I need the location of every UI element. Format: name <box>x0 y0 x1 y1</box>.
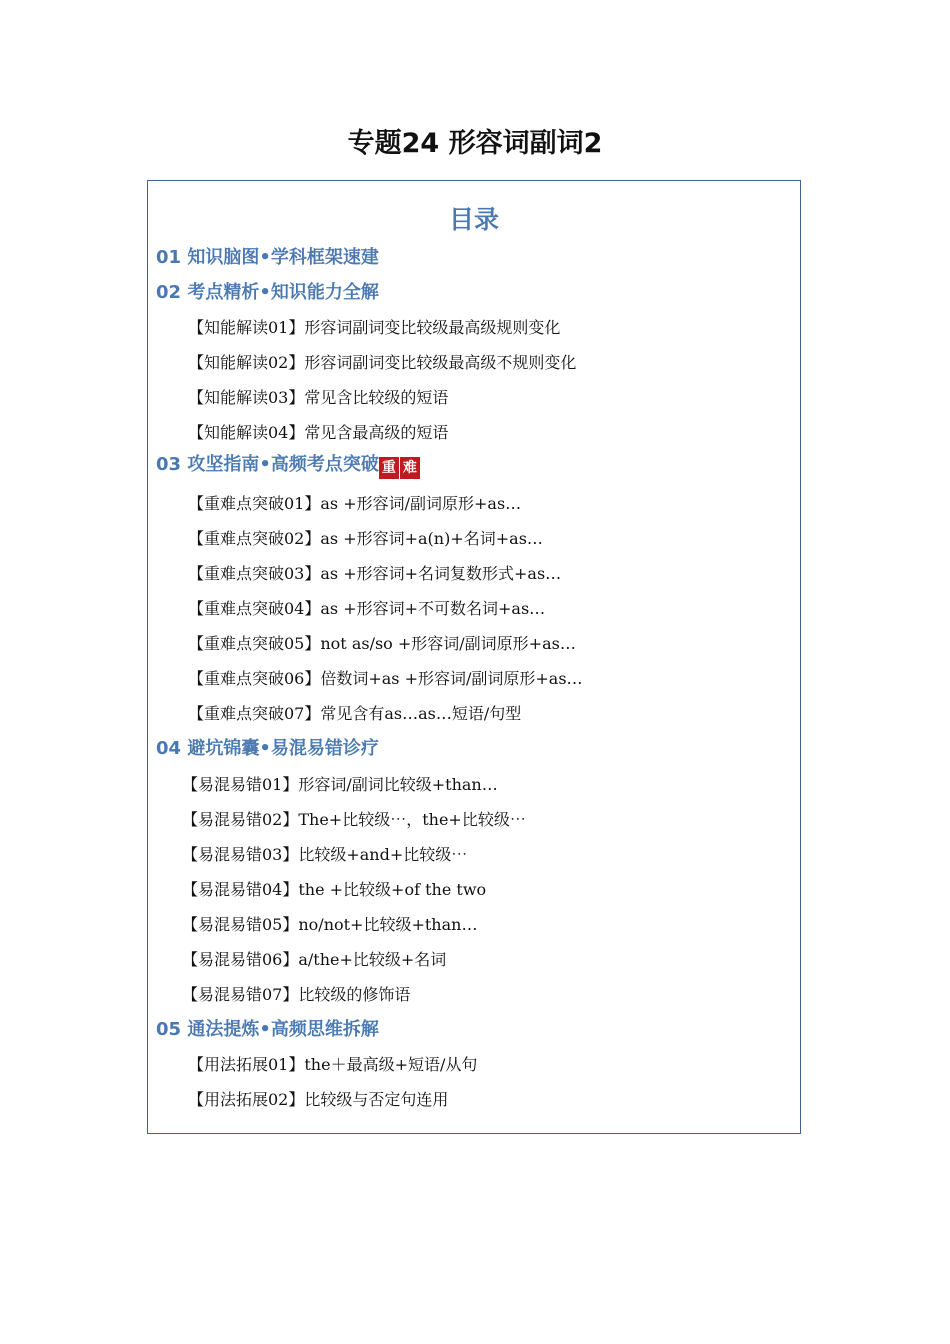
toc-item-knowledge-01[interactable]: 【知能解读01】形容词副词变比较级最高级规则变化 <box>188 318 561 337</box>
toc-item-usage-01[interactable]: 【用法拓展01】the＋最高级+短语/从句 <box>188 1055 478 1074</box>
toc-section-03-label: 03 攻坚指南•高频考点突破 <box>156 454 379 475</box>
toc-item-mistake-06[interactable]: 【易混易错06】a/the+比较级+名词 <box>182 950 447 969</box>
toc-section-03[interactable] <box>156 450 421 482</box>
toc-item-knowledge-03[interactable]: 【知能解读03】常见含比较级的短语 <box>188 388 449 407</box>
toc-item-mistake-04[interactable]: 【易混易错04】the +比较级+of the two <box>182 880 487 899</box>
toc-heading: 目录 <box>448 205 499 234</box>
toc-item-difficulty-02[interactable]: 【重难点突破02】as +形容词+a(n)+名词+as… <box>188 529 543 548</box>
toc-section-01[interactable]: 01 知识脑图•学科框架速建 <box>156 247 379 268</box>
toc-item-mistake-01[interactable]: 【易混易错01】形容词/副词比较级+than… <box>182 775 498 794</box>
badge-char-zhong: 重 <box>379 457 399 479</box>
toc-item-difficulty-07[interactable]: 【重难点突破07】常见含有as…as…短语/句型 <box>188 704 522 723</box>
toc-item-knowledge-02[interactable]: 【知能解读02】形容词副词变比较级最高级不规则变化 <box>188 353 577 372</box>
difficulty-badge <box>379 452 421 482</box>
toc-item-knowledge-04[interactable]: 【知能解读04】常见含最高级的短语 <box>188 423 449 442</box>
badge-char-nan: 难 <box>400 457 420 479</box>
toc-item-mistake-07[interactable]: 【易混易错07】比较级的修饰语 <box>182 985 411 1004</box>
document-title: 专题24 形容词副词2 <box>347 128 603 159</box>
toc-section-02[interactable]: 02 考点精析•知识能力全解 <box>156 282 379 303</box>
toc-item-difficulty-04[interactable]: 【重难点突破04】as +形容词+不可数名词+as… <box>188 599 546 618</box>
toc-item-difficulty-03[interactable]: 【重难点突破03】as +形容词+名词复数形式+as… <box>188 564 562 583</box>
toc-item-difficulty-05[interactable]: 【重难点突破05】not as/so +形容词/副词原形+as… <box>188 634 576 653</box>
toc-item-difficulty-01[interactable]: 【重难点突破01】as +形容词/副词原形+as… <box>188 494 522 513</box>
toc-item-mistake-02[interactable]: 【易混易错02】The+比较级⋯，the+比较级⋯ <box>182 810 526 829</box>
toc-item-usage-02[interactable]: 【用法拓展02】比较级与否定句连用 <box>188 1090 449 1109</box>
toc-item-mistake-05[interactable]: 【易混易错05】no/not+比较级+than… <box>182 915 478 934</box>
toc-item-difficulty-06[interactable]: 【重难点突破06】倍数词+as +形容词/副词原形+as… <box>188 669 583 688</box>
toc-section-04[interactable]: 04 避坑锦囊•易混易错诊疗 <box>156 738 379 759</box>
toc-item-mistake-03[interactable]: 【易混易错03】比较级+and+比较级⋯ <box>182 845 468 864</box>
toc-section-05[interactable]: 05 通法提炼•高频思维拆解 <box>156 1019 379 1040</box>
